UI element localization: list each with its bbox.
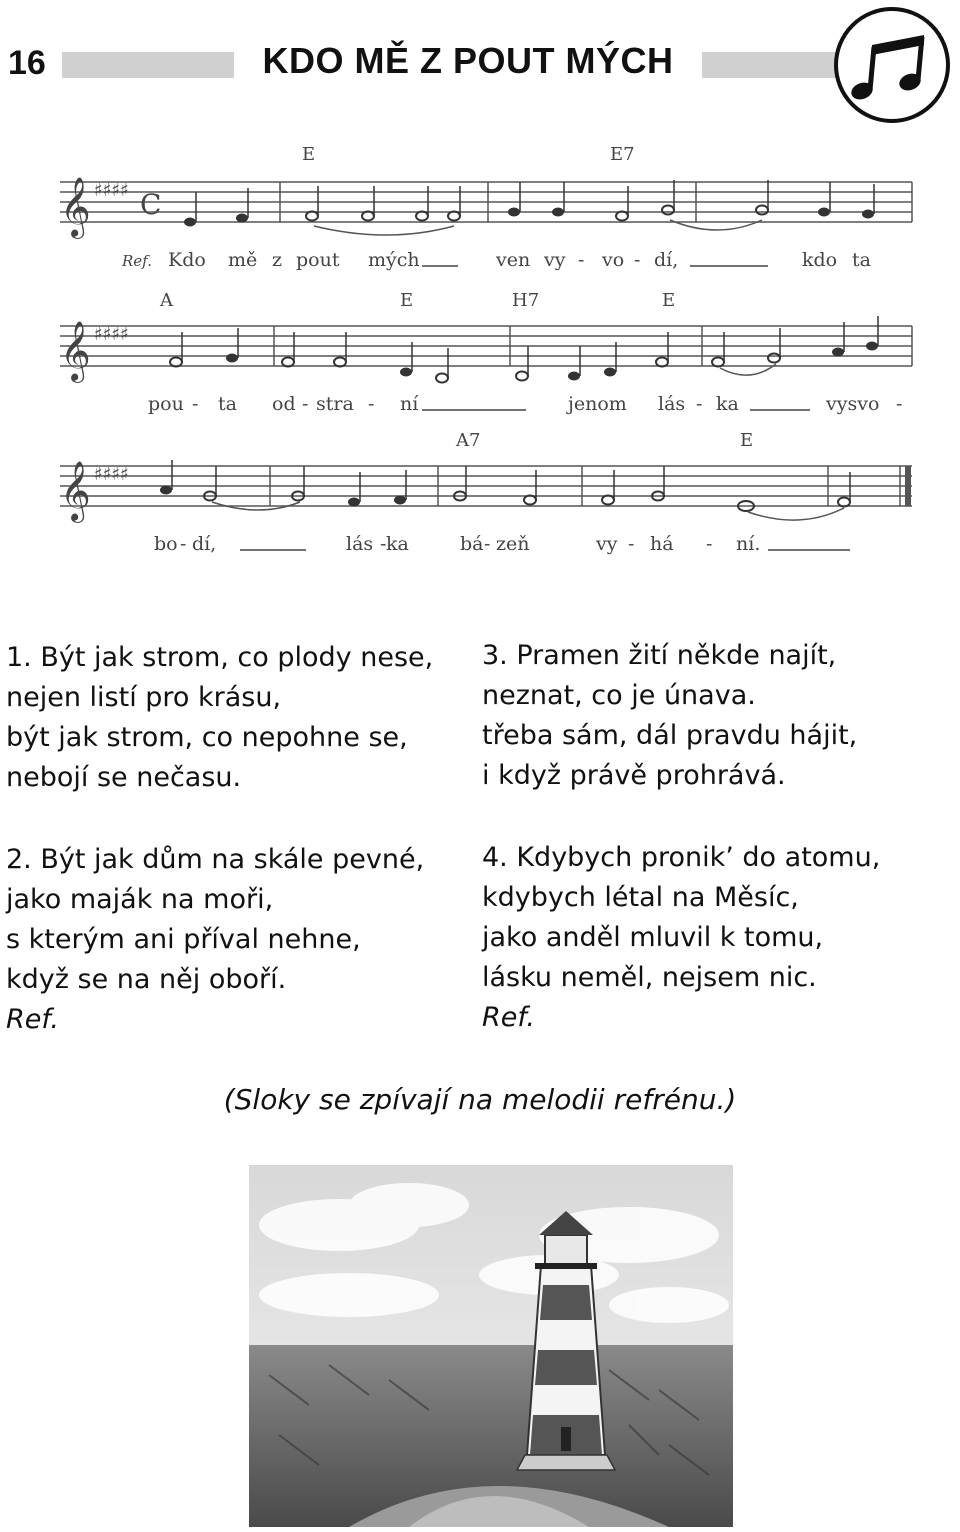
lyric-syllable: vo xyxy=(602,249,625,271)
lyric-syllable: bá xyxy=(460,533,484,555)
verse-line: s kterým ani příval nehne, xyxy=(6,924,361,955)
lyric-syllable: ka xyxy=(716,393,739,415)
verse-line: neznat, co je únava. xyxy=(482,680,756,711)
verse-line: nejen listí pro krásu, xyxy=(6,682,282,713)
chord-label: H7 xyxy=(512,290,540,311)
treble-clef-icon: 𝄞 xyxy=(60,177,91,237)
svg-text:C: C xyxy=(140,188,162,221)
lyric-syllable: kdo xyxy=(802,249,838,271)
header-bar-left xyxy=(62,52,234,78)
verse-line: jako maják na moři, xyxy=(6,884,274,915)
verse-line: 4. Kdybych pronik’ do atomu, xyxy=(482,842,881,873)
lyric-syllable: ta xyxy=(218,393,237,415)
footnote: (Sloky se zpívají na melodii refrénu.) xyxy=(223,1083,737,1116)
lyric-syllable: vy xyxy=(596,533,618,555)
page-number: 16 xyxy=(8,44,46,82)
treble-clef-icon: 𝄞 xyxy=(60,321,91,381)
lyric-syllable: - xyxy=(380,533,387,555)
lyric-syllable: - xyxy=(896,393,903,415)
lyric-syllable: - xyxy=(180,533,187,555)
svg-text:♯♯♯♯: ♯♯♯♯ xyxy=(94,324,129,345)
lyric-syllable: - xyxy=(484,533,491,555)
verse-line: kdybych létal na Měsíc, xyxy=(482,882,799,913)
lyric-syllable: pou xyxy=(148,393,184,415)
chord-label: A xyxy=(160,290,173,311)
lyric-syllable: z xyxy=(272,249,283,271)
verse-line: 3. Pramen žití někde najít, xyxy=(482,640,837,671)
staff-row-3 xyxy=(60,430,912,555)
lyric-syllable: dí, xyxy=(654,249,679,271)
lyric-syllable: - xyxy=(368,393,375,415)
lyric-syllable: Ref. xyxy=(122,252,152,270)
lyric-syllable: vy xyxy=(544,249,566,271)
verse-line: nebojí se nečasu. xyxy=(6,762,242,793)
lyric-syllable: - xyxy=(696,393,703,415)
lyric-syllable: stra xyxy=(316,393,354,415)
verse-line: 1. Být jak strom, co plody nese, xyxy=(6,642,434,673)
lyric-syllable: - xyxy=(628,533,635,555)
staff-row-1 xyxy=(60,144,912,271)
lyric-syllable: od xyxy=(272,393,296,415)
chord-label: E xyxy=(302,144,316,165)
lyric-syllable: ka xyxy=(386,533,409,555)
refrain-marker: Ref. xyxy=(482,1002,535,1033)
music-score xyxy=(50,140,920,560)
verse-line: být jak strom, co nepohne se, xyxy=(6,722,408,753)
lyric-syllable: ven xyxy=(496,249,531,271)
lyric-syllable: pout xyxy=(296,249,340,271)
verse-column-left-2 xyxy=(6,840,424,1040)
verse-column-right xyxy=(482,636,857,796)
song-title: KDO MĚ Z POUT MÝCH xyxy=(262,40,674,81)
lighthouse-illustration xyxy=(249,1165,733,1527)
verse-column-right-2 xyxy=(482,838,880,1038)
lyric-syllable: zeň xyxy=(496,533,530,555)
lyric-syllable: - xyxy=(192,393,199,415)
verse-column-left xyxy=(6,638,433,798)
verse-line: jako anděl mluvil k tomu, xyxy=(482,922,824,953)
header-bar-right xyxy=(702,52,852,78)
lyric-syllable: lás xyxy=(346,533,374,555)
page-header xyxy=(0,0,960,130)
verse-line: lásku neměl, nejsem nic. xyxy=(482,962,817,993)
lyric-syllable: mě xyxy=(228,249,258,271)
chord-label: E xyxy=(740,430,754,451)
treble-clef-icon: 𝄞 xyxy=(60,461,91,521)
refrain-marker: Ref. xyxy=(6,1004,59,1035)
svg-text:♯♯♯♯: ♯♯♯♯ xyxy=(94,180,129,201)
chord-label: A7 xyxy=(456,430,481,451)
lyric-syllable: - xyxy=(634,249,641,271)
verse-line: i když právě prohrává. xyxy=(482,760,786,791)
chord-label: E xyxy=(662,290,676,311)
verse-line: když se na něj oboří. xyxy=(6,964,287,995)
music-note-icon xyxy=(832,5,952,125)
verse-line: třeba sám, dál pravdu hájit, xyxy=(482,720,858,751)
chord-label: E xyxy=(400,290,414,311)
lyric-syllable: vysvo xyxy=(826,393,880,415)
lyric-syllable: ní. xyxy=(736,533,761,555)
lyric-syllable: há xyxy=(650,533,674,555)
svg-text:♯♯♯♯: ♯♯♯♯ xyxy=(94,464,129,485)
lyric-syllable: ní xyxy=(400,393,419,415)
verse-line: 2. Být jak dům na skále pevné, xyxy=(6,844,425,875)
staff-row-2 xyxy=(60,290,912,415)
lyric-syllable: - xyxy=(302,393,309,415)
lyric-syllable: Kdo xyxy=(168,249,206,271)
lyric-syllable: bo xyxy=(154,533,178,555)
lyric-syllable: dí, xyxy=(192,533,217,555)
lyric-syllable: - xyxy=(578,249,585,271)
lyric-syllable: jenom xyxy=(568,393,627,415)
lyric-syllable: - xyxy=(706,533,713,555)
lyric-syllable: ta xyxy=(852,249,871,271)
lyric-syllable: mých xyxy=(368,249,420,271)
chord-label: E7 xyxy=(610,144,635,165)
lyric-syllable: lás xyxy=(658,393,686,415)
